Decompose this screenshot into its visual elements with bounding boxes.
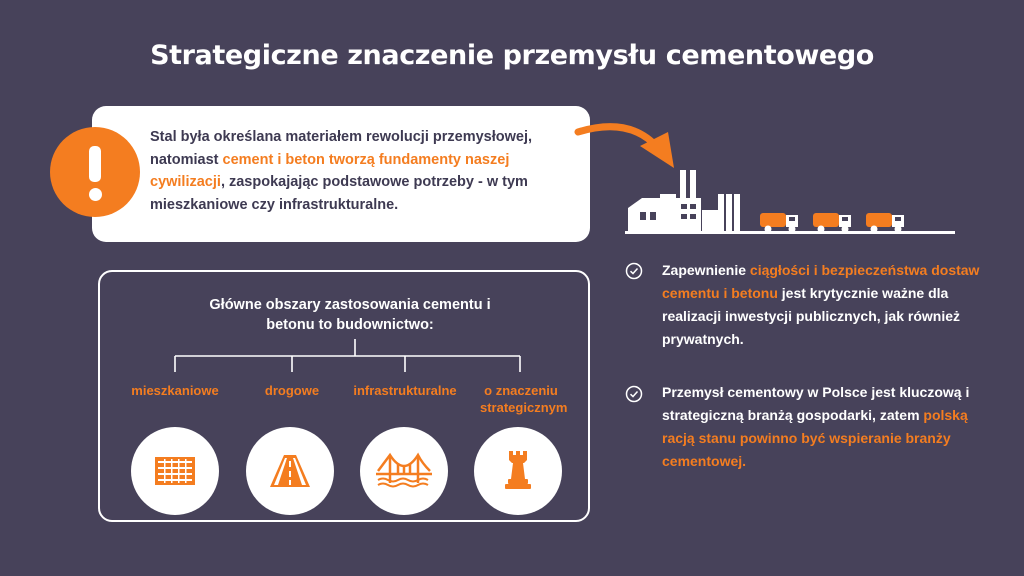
bridge-icon <box>360 427 448 515</box>
quote-text-part2: , zaspokajając podstawowe potrzeby - w tym mieszkaniowe czy infrastrukturalne. <box>150 174 528 213</box>
point-1-text <box>662 259 982 351</box>
quote-text-part1: Stal była określana materiałem rewolucji przemysłowej, natomiast <box>150 129 532 168</box>
chess-rook-icon <box>474 427 562 515</box>
point-2-pre: Przemysł cementowy w Polsce jest kluczową i strategiczną branżą gospodarki, zatem <box>662 384 970 423</box>
category-label-roads: drogowe <box>264 383 320 398</box>
point-2-highlight: polską racją stanu powinno być wspieranie branży cementowej. <box>662 407 968 469</box>
quote-text <box>150 126 580 216</box>
mixer-truck-icon <box>758 207 803 235</box>
page-title: Strategiczne znaczenie przemysłu cementowego <box>150 40 874 71</box>
point-1-pre: Zapewnienie <box>662 262 750 278</box>
category-label-infrastructure: infrastrukturalne <box>353 383 457 398</box>
check-circle-icon <box>625 385 643 403</box>
check-circle-icon <box>625 262 643 280</box>
quote-highlight: cement i beton tworzą fundamenty naszej cywilizacji <box>150 151 510 190</box>
areas-heading: Główne obszary zastosowania cementu i betonu to budownictwo: <box>209 297 491 333</box>
road-icon <box>246 427 334 515</box>
point-2-text <box>662 381 982 473</box>
category-label-strategic: o znaczeniu strategicznym <box>480 383 568 415</box>
alert-exclamation-icon <box>50 127 140 217</box>
category-label-housing: mieszkaniowe <box>131 383 219 398</box>
point-1-post: jest krytycznie ważne dla realizacji inwestycji publicznych, jak również prywatnych. <box>662 285 960 347</box>
mixer-truck-icon <box>811 207 856 235</box>
housing-block-icon <box>131 427 219 515</box>
point-1-highlight: ciągłości i bezpieczeństwa dostaw cementu i betonu <box>662 262 980 301</box>
mixer-truck-icon <box>864 207 909 235</box>
